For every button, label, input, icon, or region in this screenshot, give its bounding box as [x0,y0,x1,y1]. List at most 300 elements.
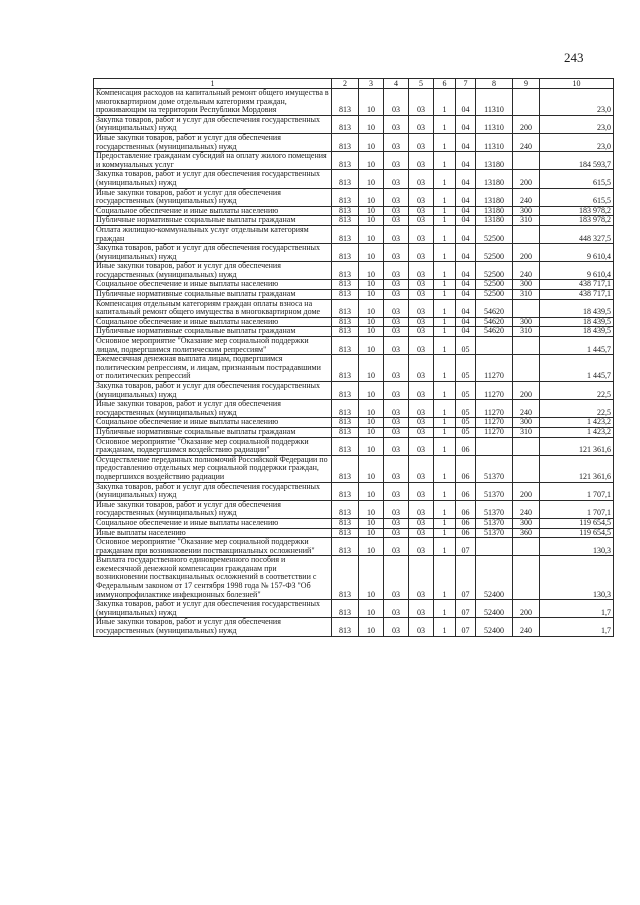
row-code: 03 [409,382,434,400]
row-code: 06 [456,518,476,528]
table-row [94,518,614,528]
row-code: 04 [456,280,476,290]
table-row [94,290,614,300]
row-amount: 9 610,4 [540,262,614,280]
table-row [94,427,614,437]
row-amount: 1 707,1 [540,500,614,518]
row-code: 52500 [476,262,513,280]
row-description: Иные закупки товаров, работ и услуг для обеспечения государственных (муниципальных) нужд [94,188,332,206]
row-code: 813 [332,337,359,355]
row-code: 03 [384,482,409,500]
row-amount: 9 610,4 [540,244,614,262]
row-code: 11310 [476,133,513,151]
row-description: Иные выплаты населению [94,528,332,538]
row-code: 51370 [476,528,513,538]
row-code: 300 [513,280,540,290]
row-code: 04 [456,133,476,151]
row-code: 06 [456,500,476,518]
row-amount: 119 654,5 [540,518,614,528]
row-code: 11310 [476,115,513,133]
row-code: 03 [384,244,409,262]
row-code: 813 [332,500,359,518]
row-description: Социальное обеспечение и иные выплаты населению [94,280,332,290]
row-code: 10 [359,216,384,226]
row-code [513,89,540,116]
table-row [94,317,614,327]
budget-table [93,78,614,637]
table-row [94,115,614,133]
row-code: 03 [384,170,409,188]
row-description: Основное мероприятие "Оказание мер социальной поддержки лицам, подвергшимся политическим репрессиям" [94,337,332,355]
row-description: Основное мероприятие "Оказание мер социальной поддержки гражданам, подвергшимся воздействию радиации" [94,437,332,455]
row-code: 1 [434,427,456,437]
row-amount: 1 445,7 [540,337,614,355]
row-code: 10 [359,455,384,482]
row-code: 10 [359,317,384,327]
row-code: 03 [384,133,409,151]
row-amount: 130,3 [540,556,614,600]
row-description: Оплата жилищно-коммунальных услуг отдельным категориям граждан [94,225,332,243]
row-code: 54620 [476,327,513,337]
row-code: 03 [409,280,434,290]
row-code: 240 [513,133,540,151]
table-header-row [94,79,614,89]
row-code: 03 [409,528,434,538]
table-row [94,262,614,280]
table-row [94,170,614,188]
row-code: 52400 [476,600,513,618]
row-description: Публичные нормативные социальные выплаты гражданам [94,327,332,337]
row-amount: 615,5 [540,188,614,206]
row-amount: 22,5 [540,382,614,400]
row-description: Социальное обеспечение и иные выплаты населению [94,317,332,327]
row-code: 10 [359,600,384,618]
row-code: 1 [434,455,456,482]
row-amount: 183 978,2 [540,206,614,216]
row-code: 813 [332,600,359,618]
table-row [94,556,614,600]
table-row [94,244,614,262]
row-code: 03 [384,280,409,290]
row-code: 03 [409,290,434,300]
row-code: 10 [359,170,384,188]
row-code: 310 [513,427,540,437]
row-code: 813 [332,280,359,290]
table-row [94,500,614,518]
row-code: 1 [434,225,456,243]
row-code: 52400 [476,556,513,600]
row-code: 03 [384,500,409,518]
table-row [94,133,614,151]
table-row [94,482,614,500]
table-row [94,400,614,418]
row-code: 813 [332,262,359,280]
row-description: Закупка товаров, работ и услуг для обеспечения государственных (муниципальных) нужд [94,600,332,618]
row-code [513,299,540,317]
row-code: 52500 [476,244,513,262]
row-code: 813 [332,317,359,327]
row-code: 10 [359,418,384,428]
row-code: 813 [332,437,359,455]
row-description: Иные закупки товаров, работ и услуг для обеспечения государственных (муниципальных) нужд [94,500,332,518]
row-code: 200 [513,482,540,500]
row-amount: 23,0 [540,133,614,151]
row-amount: 121 361,6 [540,455,614,482]
row-code: 813 [332,382,359,400]
row-amount: 121 361,6 [540,437,614,455]
row-code: 1 [434,244,456,262]
row-code: 1 [434,170,456,188]
row-code: 11270 [476,427,513,437]
row-amount: 130,3 [540,538,614,556]
row-code: 04 [456,216,476,226]
row-code: 03 [409,225,434,243]
row-code: 05 [456,382,476,400]
row-amount: 1 423,2 [540,427,614,437]
row-code: 04 [456,299,476,317]
row-code: 04 [456,152,476,170]
row-code: 07 [456,600,476,618]
row-code: 240 [513,500,540,518]
row-code: 03 [384,115,409,133]
row-code: 06 [456,455,476,482]
row-code: 04 [456,244,476,262]
row-code: 1 [434,500,456,518]
row-amount: 23,0 [540,115,614,133]
row-code: 03 [409,556,434,600]
row-description: Закупка товаров, работ и услуг для обеспечения государственных (муниципальных) нужд [94,244,332,262]
row-code: 10 [359,206,384,216]
row-code: 03 [384,337,409,355]
table-row [94,382,614,400]
row-code: 813 [332,290,359,300]
row-code: 04 [456,262,476,280]
row-code: 13180 [476,188,513,206]
row-description: Ежемесячная денежная выплата лицам, подвергшимся политическим репрессиям, и лицам, признанным пострадавшими от политических репрессий [94,355,332,382]
row-code: 03 [384,355,409,382]
row-code [476,538,513,556]
row-code: 04 [456,225,476,243]
row-code: 13180 [476,170,513,188]
row-amount: 119 654,5 [540,528,614,538]
row-code: 10 [359,290,384,300]
row-code: 240 [513,188,540,206]
row-code: 1 [434,206,456,216]
row-code: 1 [434,89,456,116]
row-code: 07 [456,618,476,636]
row-amount: 1,7 [540,618,614,636]
row-code [513,152,540,170]
row-description: Предоставление гражданам субсидий на оплату жилого помещения и коммунальных услуг [94,152,332,170]
row-amount: 1,7 [540,600,614,618]
row-amount: 22,5 [540,400,614,418]
row-code: 813 [332,188,359,206]
row-code: 03 [409,518,434,528]
row-code: 10 [359,482,384,500]
row-code: 07 [456,538,476,556]
row-code: 03 [384,518,409,528]
row-code: 813 [332,518,359,528]
table-row [94,206,614,216]
row-code: 10 [359,500,384,518]
row-code: 13180 [476,152,513,170]
row-amount: 448 327,5 [540,225,614,243]
row-code: 200 [513,170,540,188]
row-code: 11270 [476,400,513,418]
row-code: 10 [359,556,384,600]
row-amount: 184 593,7 [540,152,614,170]
row-code: 05 [456,418,476,428]
row-code: 813 [332,556,359,600]
row-code: 03 [409,133,434,151]
row-code: 03 [384,418,409,428]
table-row [94,299,614,317]
row-code: 1 [434,290,456,300]
row-code: 10 [359,244,384,262]
row-code: 03 [409,500,434,518]
row-code: 10 [359,133,384,151]
row-code: 200 [513,244,540,262]
row-code: 300 [513,418,540,428]
row-description: Иные закупки товаров, работ и услуг для обеспечения государственных (муниципальных) нужд [94,133,332,151]
table-row [94,355,614,382]
row-code: 1 [434,418,456,428]
row-code: 813 [332,115,359,133]
row-code: 813 [332,418,359,428]
table-row [94,600,614,618]
row-code: 03 [409,262,434,280]
row-amount: 18 439,5 [540,317,614,327]
row-code: 03 [384,400,409,418]
row-code: 03 [384,455,409,482]
row-code: 03 [384,427,409,437]
row-code: 51370 [476,518,513,528]
row-description: Иные закупки товаров, работ и услуг для обеспечения государственных (муниципальных) нужд [94,262,332,280]
column-header: 9 [513,79,540,89]
row-code: 11270 [476,418,513,428]
row-description: Публичные нормативные социальные выплаты гражданам [94,290,332,300]
row-code: 05 [456,355,476,382]
row-code: 200 [513,115,540,133]
row-amount: 183 978,2 [540,216,614,226]
row-code: 03 [384,89,409,116]
row-amount: 18 439,5 [540,299,614,317]
row-code: 1 [434,262,456,280]
row-code: 10 [359,427,384,437]
row-code: 300 [513,518,540,528]
row-code: 04 [456,188,476,206]
row-code [476,437,513,455]
row-code: 05 [456,400,476,418]
row-code: 07 [456,556,476,600]
row-description: Закупка товаров, работ и услуг для обеспечения государственных (муниципальных) нужд [94,115,332,133]
row-description: Компенсация отдельным категориям граждан оплаты взноса на капитальный ремонт общего имущества в многоквартирном доме [94,299,332,317]
row-code: 10 [359,262,384,280]
row-code: 300 [513,206,540,216]
row-code: 03 [384,327,409,337]
row-code: 1 [434,400,456,418]
row-code: 310 [513,290,540,300]
row-code [513,538,540,556]
row-code: 813 [332,225,359,243]
row-code: 13180 [476,216,513,226]
row-code: 06 [456,437,476,455]
table-row [94,337,614,355]
row-code: 1 [434,437,456,455]
row-description: Осуществление переданных полномочий Российской Федерации по предоставлению отдельных мер социальной поддержки граждан, подвергшихся воздействию радиации [94,455,332,482]
row-code: 10 [359,152,384,170]
column-header: 4 [384,79,409,89]
row-code: 04 [456,89,476,116]
row-code: 10 [359,518,384,528]
row-code: 813 [332,400,359,418]
row-code: 03 [409,427,434,437]
row-code [476,337,513,355]
row-code: 1 [434,299,456,317]
row-description: Социальное обеспечение и иные выплаты населению [94,518,332,528]
row-code: 1 [434,528,456,538]
row-code: 813 [332,89,359,116]
row-code: 03 [409,206,434,216]
row-code: 03 [409,418,434,428]
row-code: 1 [434,518,456,528]
row-code: 54620 [476,317,513,327]
row-code: 1 [434,327,456,337]
table-row [94,280,614,290]
row-code: 51370 [476,455,513,482]
row-code: 51370 [476,482,513,500]
row-code: 03 [384,618,409,636]
row-code: 10 [359,280,384,290]
row-code: 10 [359,115,384,133]
row-code: 03 [384,206,409,216]
row-code: 03 [384,216,409,226]
column-header: 7 [456,79,476,89]
row-code: 1 [434,556,456,600]
row-code: 52500 [476,225,513,243]
row-code: 1 [434,618,456,636]
row-code: 1 [434,133,456,151]
row-code: 813 [332,152,359,170]
row-code: 03 [384,317,409,327]
row-code: 03 [384,528,409,538]
row-code: 1 [434,188,456,206]
row-description: Закупка товаров, работ и услуг для обеспечения государственных (муниципальных) нужд [94,482,332,500]
table-row [94,455,614,482]
row-description: Публичные нормативные социальные выплаты гражданам [94,427,332,437]
row-code: 03 [409,618,434,636]
row-code: 04 [456,327,476,337]
row-code: 813 [332,299,359,317]
table-row [94,418,614,428]
row-amount: 23,0 [540,89,614,116]
row-description: Социальное обеспечение и иные выплаты населению [94,206,332,216]
row-code: 03 [409,299,434,317]
row-code: 11270 [476,382,513,400]
row-code: 52500 [476,280,513,290]
row-code: 1 [434,538,456,556]
row-code: 813 [332,133,359,151]
row-code: 54620 [476,299,513,317]
row-code: 813 [332,216,359,226]
row-code: 1 [434,280,456,290]
row-code: 360 [513,528,540,538]
row-code: 03 [409,482,434,500]
row-code: 03 [409,337,434,355]
row-code: 03 [384,600,409,618]
row-code: 813 [332,244,359,262]
row-code: 10 [359,437,384,455]
row-code: 03 [409,244,434,262]
row-code: 03 [409,355,434,382]
row-code: 10 [359,618,384,636]
row-code: 03 [384,225,409,243]
row-code: 10 [359,299,384,317]
row-code: 1 [434,482,456,500]
row-code: 813 [332,538,359,556]
row-code: 04 [456,115,476,133]
row-amount: 1 707,1 [540,482,614,500]
row-code: 813 [332,355,359,382]
row-code [513,225,540,243]
table-row [94,618,614,636]
row-code: 03 [384,556,409,600]
page-number: 243 [564,50,584,65]
row-amount: 438 717,1 [540,280,614,290]
row-code: 1 [434,216,456,226]
row-code: 10 [359,528,384,538]
row-amount: 1 445,7 [540,355,614,382]
row-description: Иные закупки товаров, работ и услуг для обеспечения государственных (муниципальных) нужд [94,400,332,418]
row-code: 1 [434,115,456,133]
row-code: 04 [456,206,476,216]
row-code: 03 [409,538,434,556]
row-amount: 615,5 [540,170,614,188]
row-code: 1 [434,337,456,355]
column-header: 2 [332,79,359,89]
row-code: 04 [456,317,476,327]
row-code: 03 [409,600,434,618]
row-code: 240 [513,400,540,418]
row-code: 05 [456,427,476,437]
row-code: 03 [384,152,409,170]
table-row [94,152,614,170]
row-code: 200 [513,600,540,618]
column-header: 1 [94,79,332,89]
row-code: 10 [359,400,384,418]
row-code: 03 [384,290,409,300]
row-description: Закупка товаров, работ и услуг для обеспечения государственных (муниципальных) нужд [94,170,332,188]
row-code: 10 [359,382,384,400]
row-code: 240 [513,618,540,636]
column-header: 10 [540,79,614,89]
row-description: Публичные нормативные социальные выплаты гражданам [94,216,332,226]
column-header: 6 [434,79,456,89]
row-code: 11310 [476,89,513,116]
row-description: Социальное обеспечение и иные выплаты населению [94,418,332,428]
row-code: 813 [332,170,359,188]
row-code: 52400 [476,618,513,636]
row-description: Иные закупки товаров, работ и услуг для обеспечения государственных (муниципальных) нужд [94,618,332,636]
row-code: 1 [434,152,456,170]
table-row [94,89,614,116]
row-code: 06 [456,482,476,500]
row-code: 03 [384,188,409,206]
row-code: 310 [513,216,540,226]
row-code: 03 [409,400,434,418]
row-code: 813 [332,327,359,337]
row-code: 52500 [476,290,513,300]
